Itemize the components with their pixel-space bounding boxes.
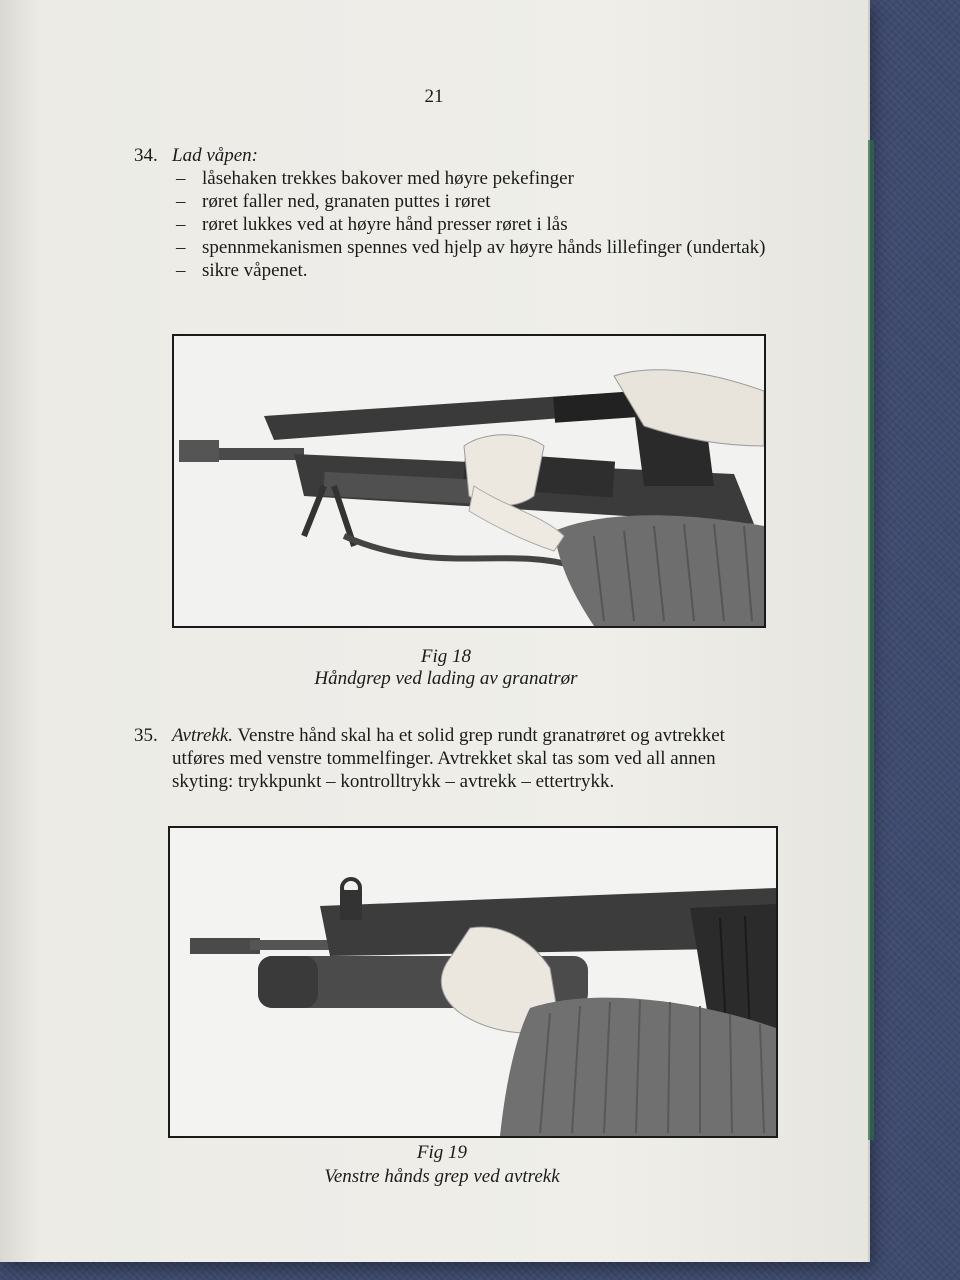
section-34-bullets	[172, 167, 772, 282]
bullet-item: – sikre våpenet.	[172, 259, 772, 282]
page-edge	[868, 140, 874, 1140]
bullet-item: – spennmekanismen spennes ved hjelp av høyre hånds lillefinger (undertak)	[172, 236, 772, 259]
section-34-heading: Lad våpen:	[172, 145, 259, 166]
section-34-number: 34.	[134, 145, 158, 166]
section-35-heading: Avtrekk.	[172, 725, 234, 746]
figure-18-caption: Håndgrep ved lading av granatrør	[314, 668, 578, 689]
figure-18-photo	[172, 334, 766, 628]
page-number: 21	[424, 86, 444, 107]
rifle-loading-illustration	[174, 336, 764, 626]
bullet-item: – røret faller ned, granaten puttes i røret	[172, 190, 772, 213]
section-35-text: Venstre hånd skal ha et solid grep rundt granatrøret og avtrekket utføres med venstre tommelfinger. Avtrekket skal tas som ved all annen skyting: trykkpunkt – kontrolltrykk – avtrekk – ettertrykk.	[172, 725, 725, 792]
section-34	[134, 144, 772, 282]
bullet-item: – røret lukkes ved at høyre hånd presser røret i lås	[172, 213, 772, 236]
figure-19-caption: Venstre hånds grep ved avtrekk	[324, 1166, 560, 1187]
section-35-number: 35.	[134, 725, 158, 746]
figure-18-label: Fig 18	[420, 646, 472, 667]
figure-19-photo	[168, 826, 778, 1138]
bullet-item: – låsehaken trekkes bakover med høyre pekefinger	[172, 167, 772, 190]
rifle-trigger-illustration	[170, 828, 776, 1136]
figure-19-label: Fig 19	[416, 1142, 468, 1163]
section-35	[134, 724, 772, 793]
